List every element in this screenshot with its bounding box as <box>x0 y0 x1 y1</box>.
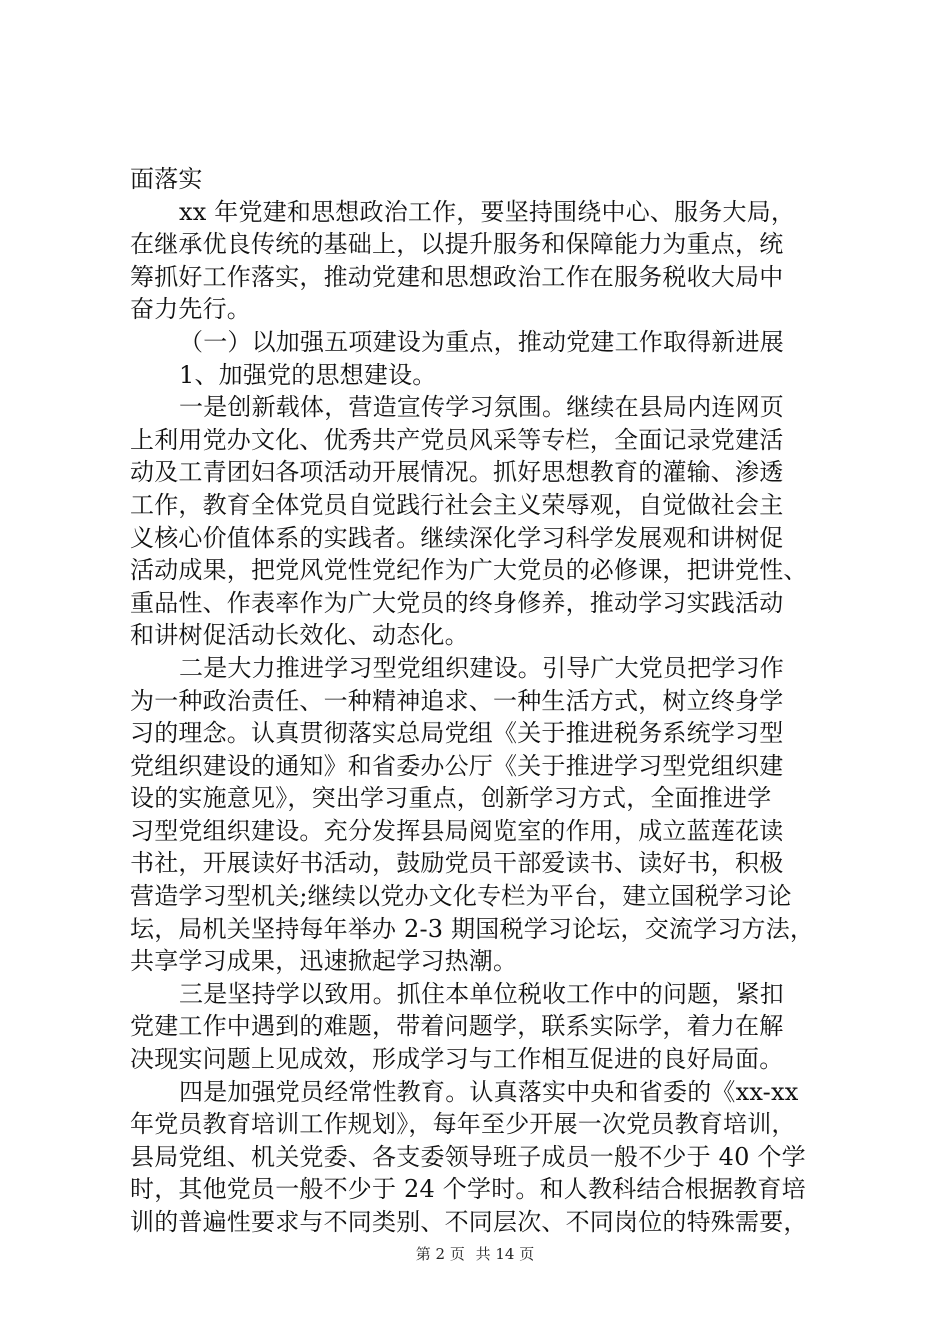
document-body <box>130 163 830 1239</box>
subsection-heading: 1、加强党的思想建设。 <box>179 360 437 389</box>
text-line: 奋力先行。 <box>130 295 251 324</box>
text-line: 营造学习型机关;继续以党办文化专栏为平台，建立国税学习论 <box>130 882 792 911</box>
text-line: 三是坚持学以致用。抓住本单位税收工作中的问题，紧扣 <box>179 979 784 1008</box>
text-line: 筹抓好工作落实，推动党建和思想政治工作在服务税收大局中 <box>130 262 784 291</box>
text-line: 书社，开展读好书活动，鼓励党员干部爱读书、读好书，积极 <box>130 849 784 878</box>
text-line: 为一种政治责任、一种精神追求、一种生活方式，树立终身学 <box>130 686 784 715</box>
text-line: 动及工青团妇各项活动开展情况。抓好思想教育的灌输、渗透 <box>130 458 784 487</box>
text-line: 习型党组织建设。充分发挥县局阅览室的作用，成立蓝莲花读 <box>130 816 784 845</box>
text-line: 习的理念。认真贯彻落实总局党组《关于推进税务系统学习型 <box>130 719 784 748</box>
text-line: 上利用党办文化、优秀共产党员风采等专栏，全面记录党建活 <box>130 425 784 454</box>
text-line: 县局党组、机关党委、各支委领导班子成员一般不少于 40 个学 <box>130 1142 806 1171</box>
text-line: 一是创新载体，营造宣传学习氛围。继续在县局内连网页 <box>179 393 784 422</box>
text-line: 和讲树促活动长效化、动态化。 <box>130 621 469 650</box>
text-line: 二是大力推进学习型党组织建设。引导广大党员把学习作 <box>179 653 784 682</box>
text-line: 重品性、作表率作为广大党员的终身修养，推动学习实践活动 <box>130 588 784 617</box>
text-line: 决现实问题上见成效，形成学习与工作相互促进的良好局面。 <box>130 1045 784 1074</box>
text-line: 设的实施意见》，突出学习重点，创新学习方式，全面推进学 <box>130 784 772 813</box>
text-line: 训的普遍性要求与不同类别、不同层次、不同岗位的特殊需要， <box>130 1208 808 1236</box>
text-line: 年党员教育培训工作规划》，每年至少开展一次党员教育培训， <box>130 1110 796 1139</box>
page-total: 共 14 页 <box>475 1245 535 1263</box>
text-line: 活动成果，把党风党性党纪作为广大党员的必修课，把讲党性、 <box>130 556 808 585</box>
text-line: 坛，局机关坚持每年举办 2-3 期国税学习论坛，交流学习方法， <box>130 914 815 943</box>
section-heading: （一）以加强五项建设为重点，推动党建工作取得新进展 <box>179 327 784 356</box>
text-line: 面落实 <box>130 165 203 193</box>
page-footer <box>0 1244 950 1264</box>
text-line: 时，其他党员一般不少于 24 个学时。和人教科结合根据教育培 <box>130 1175 806 1204</box>
text-line: 在继承优良传统的基础上，以提升服务和保障能力为重点，统 <box>130 230 784 259</box>
text-line: xx 年党建和思想政治工作，要坚持围绕中心、服务大局， <box>179 197 796 226</box>
text-line: 工作，教育全体党员自觉践行社会主义荣辱观，自觉做社会主 <box>130 490 784 519</box>
text-line: 义核心价值体系的实践者。继续深化学习科学发展观和讲树促 <box>130 523 784 552</box>
text-line: 四是加强党员经常性教育。认真落实中央和省委的《xx-xx <box>179 1077 799 1106</box>
text-line: 共享学习成果，迅速掀起学习热潮。 <box>130 947 518 976</box>
page-number: 第 2 页 <box>415 1245 465 1263</box>
text-line: 党建工作中遇到的难题，带着问题学，联系实际学，着力在解 <box>130 1012 784 1041</box>
text-line: 党组织建设的通知》和省委办公厅《关于推进学习型党组织建 <box>130 751 784 780</box>
